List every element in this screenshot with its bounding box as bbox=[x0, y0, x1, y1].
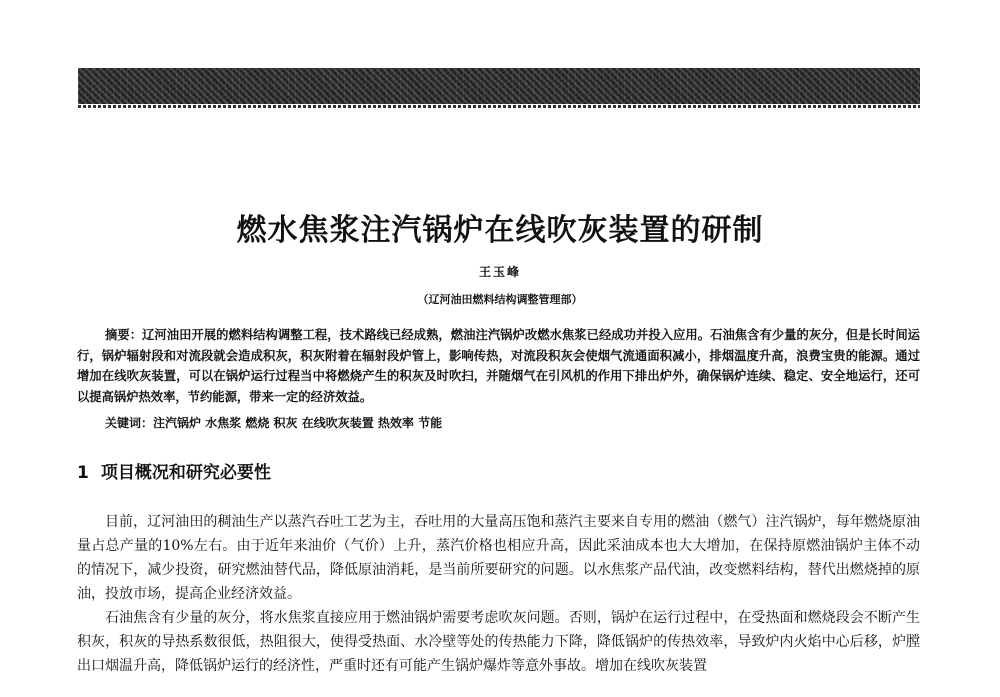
abstract-label: 摘要： bbox=[105, 327, 143, 342]
journal-header-banner bbox=[78, 68, 920, 104]
abstract-text: 辽河油田开展的燃料结构调整工程，技术路线已经成熟，燃油注汽锅炉改燃水焦浆已经成功并投入应用。石油焦含有少量的灰分，但是长时间运行，锅炉辐射段和对流段就会造成积灰，积灰附着在辐射段炉管上，影响传热，对流段积灰会使烟气流通面积减小，排烟温度升高，浪费宝贵的能源。通过增加在线吹灰装置，可以在锅炉运行过程当中将燃烧产生的积灰及时吹扫，并随烟气在引风机的作用下排出炉外，确保锅炉连续、稳定、安全地运行，还可以提高锅炉热效率，节约能源，带来一定的经济效益。 bbox=[77, 327, 920, 404]
section-number: 1 bbox=[77, 463, 89, 483]
author-affiliation: （辽河油田燃料结构调整管理部） bbox=[417, 293, 583, 306]
paper-title: 燃水焦浆注汽锅炉在线吹灰装置的研制 bbox=[236, 213, 764, 248]
section-heading bbox=[77, 458, 271, 483]
abstract bbox=[77, 325, 920, 407]
paragraph-1: 目前，辽河油田的稠油生产以蒸汽吞吐工艺为主，吞吐用的大量高压饱和蒸汽主要来自专用的燃油（燃气）注汽锅炉，每年燃烧原油量占总产量的10%左右。由于近年来油价（气价）上升，蒸汽价格也相应升高，因此采油成本也大大增加，在保持原燃油锅炉主体不动的情况下，减少投资，研究燃油替代品，降低原油消耗，是当前所要研究的问题。以水焦浆产品代油，改变燃料结构，替代出燃烧掉的原油，投放市场，提高企业经济效益。 bbox=[77, 514, 920, 602]
paragraph-2: 石油焦含有少量的灰分，将水焦浆直接应用于燃油锅炉需要考虑吹灰问题。否则，锅炉在运行过程中，在受热面和燃烧段会不断产生积灰，积灰的导热系数很低，热阻很大，使得受热面、水冷壁等处的传热能力下降，降低锅炉的传热效率，导致炉内火焰中心后移，炉膛出口烟温升高，降低锅炉运行的经济性，严重时还有可能产生锅炉爆炸等意外事故。增加在线吹灰装置 bbox=[77, 610, 920, 674]
keywords-label: 关键词： bbox=[105, 416, 154, 430]
keywords bbox=[105, 414, 920, 432]
header-rule bbox=[78, 105, 920, 108]
body-text bbox=[77, 510, 920, 678]
author-name: 王玉峰 bbox=[478, 265, 521, 279]
section-title: 项目概况和研究必要性 bbox=[100, 463, 271, 483]
keywords-text: 注汽锅炉 水焦浆 燃烧 积灰 在线吹灰装置 热效率 节能 bbox=[153, 416, 443, 430]
